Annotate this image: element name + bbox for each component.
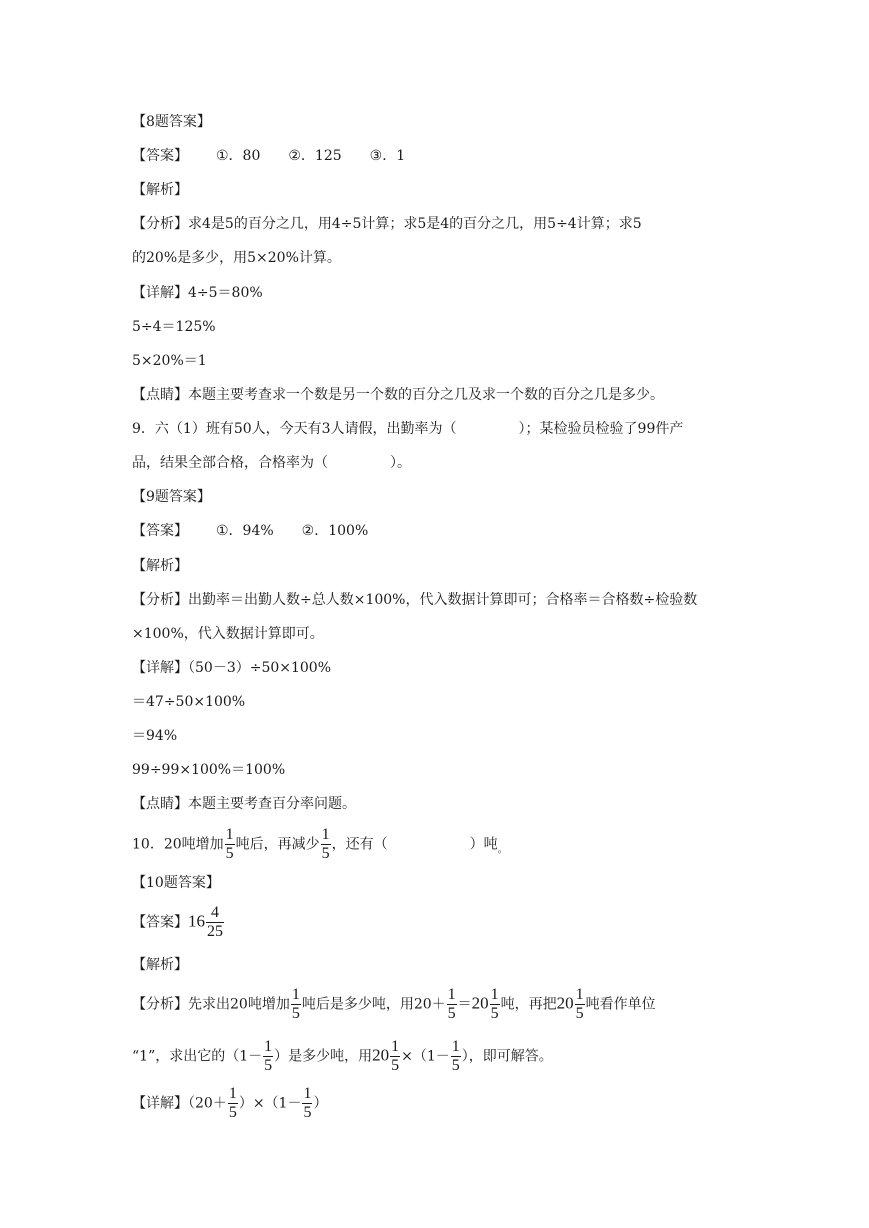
fenxi-text: ×（1－: [401, 1048, 450, 1065]
q9-xiangjie-line4: 99÷99×100%＝100%: [132, 762, 286, 778]
q9-answer-line: [132, 521, 368, 541]
fenxi-text: 出勤率＝出勤人数÷总人数×100%，代入数据计算即可；合格率＝合格数÷检验数: [188, 592, 698, 608]
fraction-numerator: 1: [225, 826, 234, 843]
fraction-numerator: 1: [575, 986, 584, 1003]
q9-fenxi-line1: [132, 590, 697, 610]
fraction-denominator: 5: [291, 1005, 300, 1022]
dianjing-text: 本题主要考查百分率问题。: [188, 796, 356, 812]
question-text: 吨后，再减少: [235, 836, 320, 853]
fraction: [228, 1085, 238, 1122]
fraction-denominator: 5: [490, 1005, 499, 1022]
q10-answer-header: 【10题答案】: [132, 875, 220, 891]
q9-fenxi-line2: ×100%，代入数据计算即可。: [132, 626, 324, 642]
question-text: ）；某检验员检验了99件产: [518, 421, 684, 437]
fenxi-label: 【分析】: [132, 592, 188, 608]
answer-item: ②．100%: [301, 523, 369, 539]
q8-xiangjie-line1: [132, 283, 263, 303]
fraction: [390, 1038, 400, 1075]
fraction-denominator: 5: [228, 1104, 237, 1121]
dianjing-text: 本题主要考查求一个数是另一个数的百分之几及求一个数的百分之几是多少。: [188, 387, 664, 403]
mixed-number-whole: 20: [471, 993, 489, 1013]
fenxi-text: 吨，再把: [500, 996, 557, 1013]
q10-question-line: [132, 826, 508, 863]
fenxi-text: 吨看作单位: [585, 996, 656, 1013]
q8-fenxi-line1: [132, 214, 642, 234]
xiangjie-label: 【详解】: [132, 660, 188, 676]
fraction: [206, 904, 224, 941]
q9-xiangjie-line1: [132, 658, 331, 678]
answer-label: 【答案】: [132, 523, 188, 539]
xiangjie-label: 【详解】: [132, 285, 188, 301]
question-text: 9．六（1）班有50人，今天有3人请假，出勤率为（: [132, 421, 457, 437]
mixed-number-whole: 16: [188, 911, 205, 931]
fraction: [451, 1038, 461, 1075]
answer-label: 【答案】: [132, 914, 188, 931]
q8-xiangjie-line2: 5÷4＝125%: [132, 319, 216, 335]
question-text: ）。: [390, 455, 411, 471]
fraction-denominator: 5: [264, 1057, 273, 1074]
fraction-denominator: 25: [207, 923, 223, 940]
xiangjie-text: （50－3）÷50×100%: [188, 660, 332, 676]
fraction-denominator: 5: [321, 845, 330, 862]
answer-item: ①．80: [216, 148, 261, 164]
q9-question-line2: [132, 453, 411, 473]
fraction-numerator: 1: [321, 826, 330, 843]
fraction-numerator: 1: [391, 1038, 400, 1055]
q9-xiangjie-line2: ＝47÷50×100%: [132, 694, 246, 710]
q9-analysis-label: 【解析】: [132, 558, 188, 574]
fenxi-label: 【分析】: [132, 996, 188, 1013]
answer-label: 【答案】: [132, 148, 188, 164]
fenxi-text: 先求出20吨增加: [188, 996, 290, 1013]
fraction: [225, 826, 235, 863]
fraction: [447, 986, 457, 1023]
fraction-numerator: 1: [447, 986, 456, 1003]
fraction-numerator: 4: [206, 904, 224, 923]
q8-fenxi-line2: 的20%是多少，用5×20%计算。: [132, 250, 341, 266]
q9-question-line1: [132, 419, 683, 439]
fenxi-text: “1”，求出它的（1－: [132, 1048, 263, 1065]
fenxi-text: ）是多少吨，用: [274, 1048, 373, 1065]
fraction-denominator: 5: [303, 1104, 312, 1121]
q10-fenxi-line1: [132, 986, 656, 1023]
question-text: ，还有（: [331, 836, 388, 853]
mixed-number-whole: 20: [556, 993, 574, 1013]
xiangjie-label: 【详解】: [132, 1095, 188, 1112]
fraction-denominator: 5: [391, 1057, 400, 1074]
fraction: [263, 1038, 273, 1075]
fraction-numerator: 1: [303, 1085, 312, 1102]
answer-item: ②．125: [288, 148, 342, 164]
fenxi-text: ＝: [457, 996, 472, 1013]
fraction: [321, 826, 331, 863]
q9-xiangjie-line3: ＝94%: [132, 728, 178, 744]
fraction: [575, 986, 585, 1023]
q8-analysis-label: 【解析】: [132, 182, 188, 198]
mixed-number-whole: 20: [372, 1045, 390, 1065]
fenxi-text: ），即可解答。: [461, 1048, 553, 1065]
q10-fenxi-line2: [132, 1038, 553, 1075]
answer-item: ③．1: [369, 148, 406, 164]
fraction-numerator: 1: [490, 986, 499, 1003]
fraction-numerator: 1: [291, 986, 300, 1003]
xiangjie-text: ）: [313, 1095, 328, 1112]
fraction-denominator: 5: [575, 1005, 584, 1022]
q9-dianjing-line: [132, 794, 356, 814]
xiangjie-text: ）×（1－: [238, 1095, 302, 1112]
fraction: [302, 1085, 312, 1122]
xiangjie-text: 4÷5＝80%: [188, 285, 263, 301]
q8-answer-line: [132, 146, 405, 166]
fenxi-label: 【分析】: [132, 216, 188, 232]
q9-answer-header: 【9题答案】: [132, 489, 211, 505]
fenxi-text: 吨后是多少吨，用20＋: [301, 996, 446, 1013]
answer-item: ①．94%: [216, 523, 274, 539]
question-text: ）吨: [469, 836, 498, 853]
fraction-denominator: 5: [451, 1057, 460, 1074]
fraction: [490, 986, 500, 1023]
fraction-numerator: 1: [228, 1085, 237, 1102]
q8-dianjing-line: [132, 385, 664, 405]
fenxi-text: 求4是5的百分之几，用4÷5计算；求5是4的百分之几，用5÷4计算；求5: [188, 216, 642, 232]
question-text: 品，结果全部合格，合格率为（: [132, 455, 328, 471]
fraction-denominator: 5: [225, 845, 234, 862]
fraction-numerator: 1: [451, 1038, 460, 1055]
q10-xiangjie-line: [132, 1085, 327, 1122]
question-text: 。: [497, 844, 508, 856]
fraction-denominator: 5: [447, 1005, 456, 1022]
q8-answer-header: 【8题答案】: [132, 114, 211, 130]
fraction-numerator: 1: [264, 1038, 273, 1055]
dianjing-label: 【点睛】: [132, 387, 188, 403]
q10-answer-line: [132, 904, 225, 941]
q8-xiangjie-line3: 5×20%＝1: [132, 353, 207, 369]
q10-analysis-label: 【解析】: [132, 957, 188, 973]
dianjing-label: 【点睛】: [132, 796, 188, 812]
fraction: [291, 986, 301, 1023]
xiangjie-text: （20＋: [188, 1095, 227, 1112]
question-text: 10．20吨增加: [132, 836, 224, 853]
